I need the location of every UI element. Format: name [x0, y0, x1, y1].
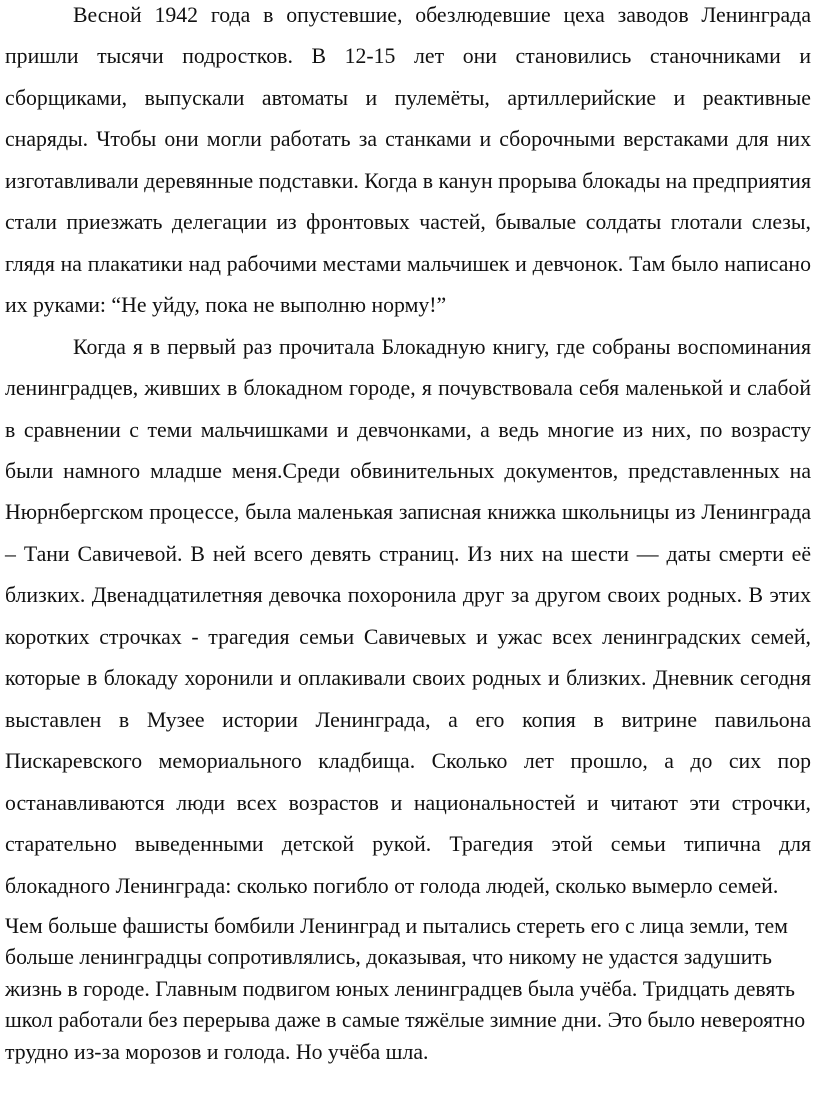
paragraph-teen-workers: Весной 1942 года в опустевшие, обезлюдевшие цеха заводов Ленинграда пришли тысячи подростков. В 12-15 лет они становились станочниками и сборщиками, выпускали автоматы и пулемёты, артиллерийские и реактивные снаряды. Чтобы они могли работать за станками и сборочными верстаками для них изготавливали деревянные подставки. Когда в канун прорыва блокады на предприятия стали приезжать делегации из фронтовых частей, бывалые солдаты глотали слезы, глядя на плакатики над рабочими местами мальчишек и девчонок. Там было написано их руками: “Не уйду, пока не выполню норму!” [5, 3, 811, 318]
paragraph-schools: Чем больше фашисты бомбили Ленинград и пытались стереть его с лица земли, тем больше ленинградцы сопротивлялись, доказывая, что никому не удастся задушить жизнь в городе. Главным подвигом юных ленинградцев была учёба. Тридцать девять школ работали без перерыва даже в самые тяжёлые зимние дни. Это было невероятно трудно из-за морозов и голода. Но учёба шла. [5, 913, 806, 1064]
paragraph-blockade-book: Когда я в первый раз прочитала Блокадную книгу, где собраны воспоминания ленинградцев, живших в блокадном городе, я почувствовала себя маленькой и слабой в сравнении с теми мальчишками и девчонками, а ведь многие из них, по возрасту были намного младше меня.Среди обвинительных документов, представленных на Нюрнбергском процессе, была маленькая записная книжка школьницы из Ленинграда – Тани Савичевой. В ней всего девять страниц. Из них на шести — даты смерти её близких. Двенадцатилетняя девочка похоронила друг за другом своих родных. В этих коротких строчках - трагедия семьи Савичевых и ужас всех ленинградских семей, которые в блокаду хоронили и оплакивали своих родных и близких. Дневник сегодня выставлен в Музее истории Ленинграда, а его копия в витрине павильона Пискаревского мемориального кладбища. Сколько лет прошло, а до сих пор останавливаются люди всех возрастов и национальностей и читают эти строчки, старательно выведенными детской рукой. Трагедия этой семьи типична для блокадного Ленинграда: сколько погибло от голода людей, сколько вымерло семей. [5, 334, 811, 898]
